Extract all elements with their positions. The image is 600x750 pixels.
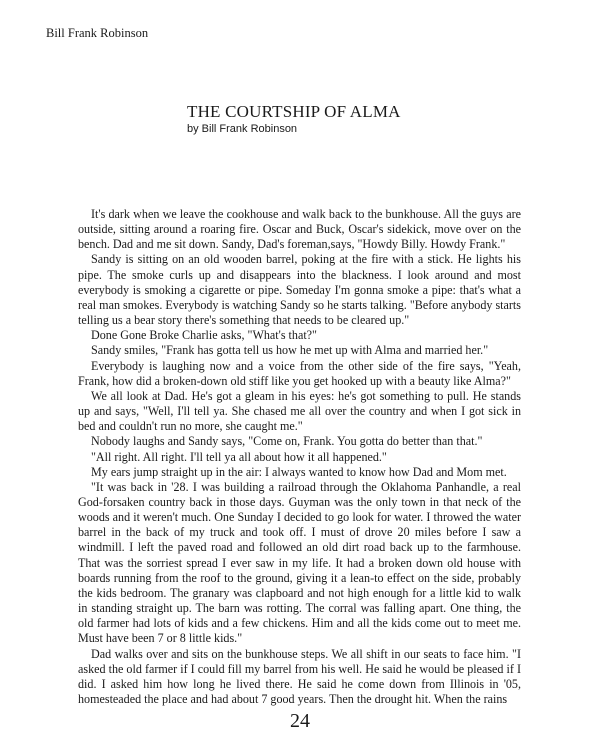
story-title: THE COURTSHIP OF ALMA	[187, 102, 401, 121]
paragraph: Dad walks over and sits on the bunkhouse steps. We all shift in our seats to face him. "I asked the old farmer if I could fill my barrel from his well. He said he would be pleased if I did. I asked him how long he lived there. He said he come down from Illinois in '05, homesteaded the place and had about 7 good years. Then the drought hit. When the rains	[78, 646, 521, 706]
paragraph: Everybody is laughing now and a voice from the other side of the fire says, "Yeah, Frank, how did a broken-down old stiff like you get hooked up with a beauty like Alma?"	[78, 358, 521, 388]
paragraph: It's dark when we leave the cookhouse and walk back to the bunkhouse. All the guys are outside, sitting around a roaring fire. Oscar and Buck, Oscar's sidekick, move over on the bench. Dad and me sit down. Sandy, Dad's foreman,says, "Howdy Billy. Howdy Frank."	[78, 207, 521, 252]
running-head: Bill Frank Robinson	[46, 26, 149, 40]
paragraph: "It was back in '28. I was building a railroad through the Oklahoma Panhandle, a real God-forsaken country back in those days. Guyman was the only town in that neck of the woods and it weren't much. One Sunday I decided to go look for water. I throwed the water barrel in the back of my truck and took off. I must of drove 20 miles before I saw a windmill. I left the paved road and followed an old dirt road back up to the farmhouse. That was the sorriest spread I ever saw in my life. It had a broken down old house with boards running from the roof to the ground, giving it a lean-to effect on the side, probably the kids bedroom. The granary was clapboard and not high enough for a little kid to walk in standing straight up. The barn was rotting. The corral was falling apart. One thing, the old farmer had lots of kids and a few chickens. Him and all the kids come out to meet me. Must have been 7 or 8 little kids."	[78, 479, 521, 646]
paragraph: Sandy smiles, "Frank has gotta tell us how he met up with Alma and married her."	[91, 343, 489, 358]
page-number: 24	[290, 710, 310, 732]
paragraph: We all look at Dad. He's got a gleam in his eyes: he's got something to pull. He stands up and says, "Well, I'll tell ya. She chased me all over the country and when I got sick in bed and couldn't run no more, she caught me."	[78, 388, 521, 434]
byline: by Bill Frank Robinson	[187, 123, 298, 135]
paragraph: "All right. All right. I'll tell ya all about how it all happened."	[91, 449, 387, 464]
paragraph: Done Gone Broke Charlie asks, "What's that?"	[91, 328, 317, 343]
story-body	[78, 207, 521, 707]
paragraph: Sandy is sitting on an old wooden barrel, poking at the fire with a stick. He lights his pipe. The smoke curls up and disappears into the blackness. I look around and most everybody is smoking a cigarette or pipe. Someday I'm gonna smoke a pipe: that's what a real man smokes. Everybody is watching Sandy so he starts talking. "Before anybody starts telling us a bear story there's something that needs to be cleared up."	[78, 252, 521, 328]
paragraph: Nobody laughs and Sandy says, "Come on, Frank. You gotta do better than that."	[91, 434, 483, 449]
paragraph: My ears jump straight up in the air: I always wanted to know how Dad and Mom met.	[91, 464, 507, 479]
